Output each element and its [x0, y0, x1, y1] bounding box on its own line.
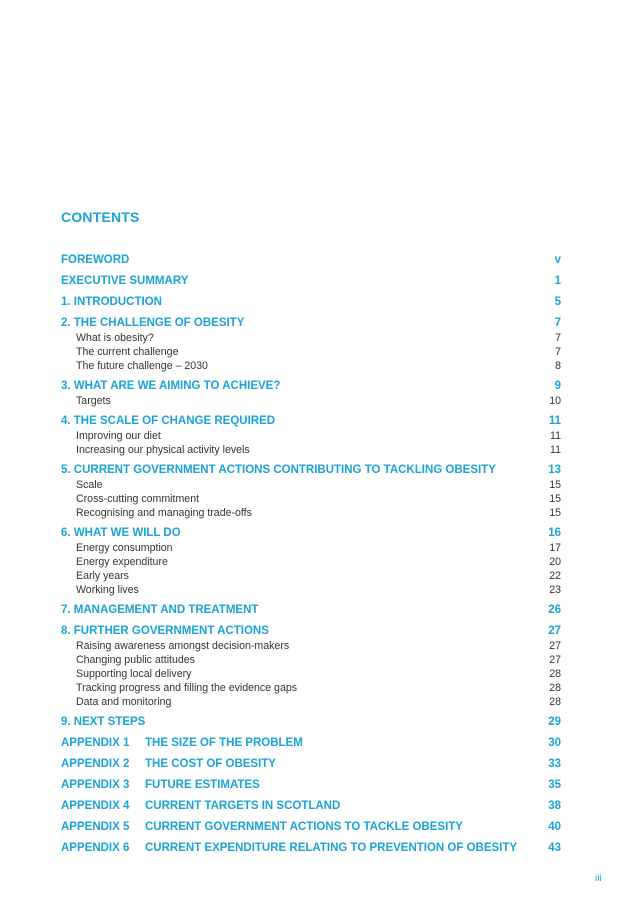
toc-subsection[interactable]: [61, 583, 561, 597]
toc-subsection[interactable]: [61, 667, 561, 681]
toc-section-label: 3. WHAT ARE WE AIMING TO ACHIEVE?: [61, 380, 281, 392]
toc-appendix-label: CURRENT EXPENDITURE RELATING TO PREVENTION OF OBESITY: [145, 842, 518, 854]
toc-subsection[interactable]: [61, 443, 561, 457]
toc-subsection-page: 22: [549, 570, 561, 582]
toc-subsection-page: 8: [555, 360, 561, 372]
toc-section-page: 26: [548, 604, 561, 616]
toc-section-heading[interactable]: [61, 623, 561, 639]
toc-section-page: 16: [548, 527, 561, 539]
toc-subsection-page: 28: [549, 668, 561, 680]
toc-section-page: 7: [554, 317, 561, 329]
toc-subsection[interactable]: [61, 681, 561, 695]
toc-subsection-page: 28: [549, 696, 561, 708]
toc-section-heading[interactable]: [61, 315, 561, 331]
toc-appendix-label: FUTURE ESTIMATES: [145, 779, 260, 791]
toc-subsection-label: Raising awareness amongst decision-makers: [76, 640, 290, 652]
toc-subsection-label: Increasing our physical activity levels: [76, 444, 250, 456]
toc-subsection[interactable]: [61, 506, 561, 520]
toc-appendix-label-group: [61, 840, 517, 856]
toc-section-page: 29: [548, 716, 561, 728]
toc-appendix-entry: [61, 777, 561, 793]
toc-subsection-page: 11: [550, 430, 561, 442]
toc-subsection-label: Early years: [76, 570, 129, 582]
toc-entry: [61, 315, 561, 373]
toc-section-label: 1. INTRODUCTION: [61, 296, 162, 308]
toc-appendix-label: CURRENT GOVERNMENT ACTIONS TO TACKLE OBESITY: [145, 821, 463, 833]
toc-section-label: 7. MANAGEMENT AND TREATMENT: [61, 604, 259, 616]
toc-subsection[interactable]: [61, 331, 561, 345]
toc-subsection[interactable]: [61, 359, 561, 373]
toc-subsection-page: 7: [555, 346, 561, 358]
toc-appendix-entry: [61, 735, 561, 751]
toc-appendix-label-group: [61, 756, 276, 772]
toc-appendix-code: APPENDIX 2: [61, 758, 130, 770]
toc-subsection-page: 27: [549, 654, 561, 666]
toc-appendix-label-group: [61, 798, 340, 814]
toc-subsection-page: 10: [549, 395, 561, 407]
toc-subsection-label: Energy consumption: [76, 542, 173, 554]
toc-subsection-label: The future challenge – 2030: [76, 360, 208, 372]
toc-subsection-page: 15: [549, 507, 561, 519]
toc-section-page: 27: [548, 625, 561, 637]
toc-subsection-page: 15: [549, 493, 561, 505]
toc-section-label: 8. FURTHER GOVERNMENT ACTIONS: [61, 625, 269, 637]
page-title: CONTENTS: [61, 209, 140, 225]
toc-section-heading[interactable]: [61, 462, 561, 478]
toc-appendix-heading[interactable]: [61, 756, 561, 772]
toc-subsection-page: 7: [555, 332, 561, 344]
toc-appendix-label-group: [61, 777, 260, 793]
toc-subsection-label: The current challenge: [76, 346, 179, 358]
toc-entry: [61, 602, 561, 618]
toc-entry: [61, 714, 561, 730]
toc-appendix-entry: [61, 840, 561, 856]
toc-section-heading[interactable]: [61, 294, 561, 310]
toc-subsection-label: Recognising and managing trade-offs: [76, 507, 252, 519]
toc-appendix-page: 33: [548, 758, 561, 770]
toc-section-label: 4. THE SCALE OF CHANGE REQUIRED: [61, 415, 276, 427]
toc-appendix-entry: [61, 798, 561, 814]
toc-entry: [61, 378, 561, 408]
toc-appendix-heading[interactable]: [61, 819, 561, 835]
toc-section-page: 9: [554, 380, 561, 392]
toc-section-label: 9. NEXT STEPS: [61, 716, 146, 728]
toc-appendix-page: 30: [548, 737, 561, 749]
toc-section-heading[interactable]: [61, 413, 561, 429]
toc-appendix-entry: [61, 756, 561, 772]
toc-subsection-label: Data and monitoring: [76, 696, 172, 708]
toc-subsection[interactable]: [61, 478, 561, 492]
toc-appendix-code: APPENDIX 1: [61, 737, 130, 749]
toc-section-label: 5. CURRENT GOVERNMENT ACTIONS CONTRIBUTING TO TACKLING OBESITY: [61, 464, 496, 476]
toc-appendix-code: APPENDIX 4: [61, 800, 130, 812]
toc-subsection-label: Improving our diet: [76, 430, 161, 442]
toc-section-label: 6. WHAT WE WILL DO: [61, 527, 181, 539]
toc-subsection-label: Supporting local delivery: [76, 668, 192, 680]
toc-subsection[interactable]: [61, 569, 561, 583]
toc-section-label: EXECUTIVE SUMMARY: [61, 275, 189, 287]
table-of-contents: [61, 252, 561, 861]
toc-subsection[interactable]: [61, 429, 561, 443]
toc-appendix-label: CURRENT TARGETS IN SCOTLAND: [145, 800, 341, 812]
toc-appendix-code: APPENDIX 6: [61, 842, 130, 854]
toc-appendix-label: THE COST OF OBESITY: [145, 758, 276, 770]
toc-entry: [61, 273, 561, 289]
toc-appendix-label-group: [61, 735, 303, 751]
toc-appendix-heading[interactable]: [61, 798, 561, 814]
toc-subsection-label: Targets: [76, 395, 111, 407]
toc-appendix-label: THE SIZE OF THE PROBLEM: [145, 737, 303, 749]
toc-section-heading[interactable]: [61, 714, 561, 730]
toc-subsection-label: Changing public attitudes: [76, 654, 195, 666]
toc-subsection[interactable]: [61, 695, 561, 709]
toc-subsection-label: Cross-cutting commitment: [76, 493, 200, 505]
toc-appendix-heading[interactable]: [61, 735, 561, 751]
page-number: iii: [595, 873, 602, 884]
toc-section-page: 1: [554, 275, 561, 287]
toc-subsection-label: Working lives: [76, 584, 139, 596]
toc-entry: [61, 252, 561, 268]
toc-subsection[interactable]: [61, 639, 561, 653]
toc-section-page: 13: [548, 464, 561, 476]
toc-appendix-code: APPENDIX 5: [61, 821, 130, 833]
toc-appendix-page: 40: [548, 821, 561, 833]
toc-entry: [61, 413, 561, 457]
toc-subsection-label: Energy expenditure: [76, 556, 168, 568]
toc-subsection[interactable]: [61, 555, 561, 569]
toc-entry: [61, 294, 561, 310]
toc-subsection-page: 23: [549, 584, 561, 596]
toc-subsection-page: 11: [550, 444, 561, 456]
toc-appendix-page: 35: [548, 779, 561, 791]
toc-appendix-entry: [61, 819, 561, 835]
toc-appendix-page: 38: [548, 800, 561, 812]
toc-entry: [61, 623, 561, 709]
toc-section-page: v: [554, 254, 561, 266]
toc-subsection-page: 15: [549, 479, 561, 491]
toc-subsection[interactable]: [61, 541, 561, 555]
toc-appendix-code: APPENDIX 3: [61, 779, 130, 791]
toc-subsection-page: 27: [549, 640, 561, 652]
toc-appendix-heading[interactable]: [61, 840, 561, 856]
toc-section-heading[interactable]: [61, 252, 561, 268]
toc-section-heading[interactable]: [61, 273, 561, 289]
toc-subsection-page: 17: [549, 542, 561, 554]
toc-entry: [61, 462, 561, 520]
toc-section-page: 11: [548, 415, 561, 427]
toc-section-page: 5: [554, 296, 561, 308]
toc-appendix-heading[interactable]: [61, 777, 561, 793]
toc-section-heading[interactable]: [61, 602, 561, 618]
toc-appendix-label-group: [61, 819, 463, 835]
toc-entry: [61, 525, 561, 597]
toc-subsection-page: 20: [549, 556, 561, 568]
toc-subsection[interactable]: [61, 653, 561, 667]
toc-subsection[interactable]: [61, 492, 561, 506]
toc-section-label: FOREWORD: [61, 254, 130, 266]
toc-subsection-label: Scale: [76, 479, 103, 491]
toc-subsection-page: 28: [549, 682, 561, 694]
toc-section-heading[interactable]: [61, 525, 561, 541]
toc-appendix-page: 43: [548, 842, 561, 854]
toc-subsection[interactable]: [61, 345, 561, 359]
toc-subsection-label: Tracking progress and filling the evidence gaps: [76, 682, 298, 694]
toc-section-label: 2. THE CHALLENGE OF OBESITY: [61, 317, 245, 329]
toc-subsection-label: What is obesity?: [76, 332, 154, 344]
toc-subsection[interactable]: [61, 394, 561, 408]
toc-section-heading[interactable]: [61, 378, 561, 394]
